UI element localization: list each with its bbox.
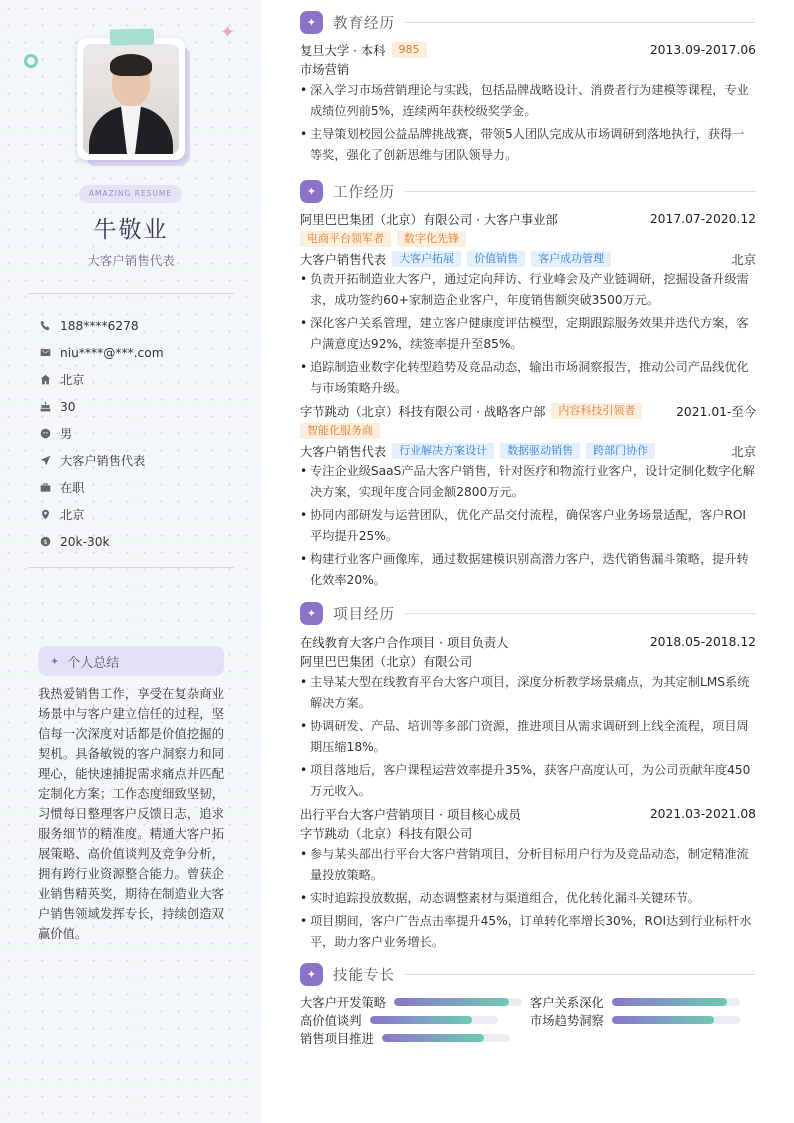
resume-badge: AMAZING RESUME xyxy=(79,185,182,203)
skill-item xyxy=(530,993,756,1011)
bullet-point: • 专注企业级SaaS产品大客户销售，针对医疗和物流行业客户，设计定制化数字化解决方案，实现年度合同金额2800万元。 xyxy=(300,461,756,503)
bullet-point: • 协调研发、产品、培训等多部门资源，推进项目从需求调研到上线全流程，项目周期压缩18%。 xyxy=(300,716,756,758)
education-period: 2013.09-2017.06 xyxy=(649,43,756,57)
job-period: 2021.01-至今 xyxy=(676,405,756,419)
briefcase-icon xyxy=(40,482,60,493)
skill-name: 大客户开发策略 xyxy=(300,996,387,1010)
skill-level-bar xyxy=(370,1016,498,1024)
role-tag: 行业解决方案设计 xyxy=(392,443,494,459)
company-tag: 电商平台领军者 xyxy=(300,231,391,247)
company-tag: 内容科技引领者 xyxy=(551,403,642,419)
bullet-point: • 主导策划校园公益品牌挑战赛，带领5人团队完成从市场调研到落地执行，获得一等奖，强化了创新思维与团队领导力。 xyxy=(300,124,756,166)
contact-info-row xyxy=(40,528,164,555)
contact-info-value: 在职 xyxy=(60,481,85,495)
skill-level-fill xyxy=(612,1016,714,1024)
school-name: 复旦大学 · 本科 xyxy=(300,44,386,58)
job-company: 阿里巴巴集团（北京）有限公司 · 大客户事业部 xyxy=(300,213,558,227)
gender-icon xyxy=(40,428,60,439)
summary-text: 我热爱销售工作，享受在复杂商业场景中与客户建立信任的过程，坚信每一次深度对话都是价值挖掘的契机。具备敏锐的客户洞察力和同理心，能快速捕捉需求痛点并匹配定制化方案；工作态度细致坚韧，习惯每日整理客户反馈日志，追求服务细节的精准度。精通大客户拓展策略、高价值谈判及竞争分析，拥有跨行业资源整合能力。曾获企业销售精英奖，期待在制造业大客户销售领域发挥专长，持续创造双赢价值。 xyxy=(38,687,224,941)
section-work xyxy=(300,179,756,593)
job-period: 2017.07-2020.12 xyxy=(649,212,756,226)
job-role: 大客户销售代表 xyxy=(300,253,387,267)
project-row xyxy=(300,632,756,652)
contact-info-value: 30 xyxy=(60,399,76,414)
project-name: 在线教育大客户合作项目 · 项目负责人 xyxy=(300,636,509,650)
cake-icon xyxy=(40,401,60,412)
contact-info-row xyxy=(40,420,164,447)
job-company-row xyxy=(300,209,756,229)
svg-text:$: $ xyxy=(43,538,48,546)
skill-item xyxy=(300,1011,530,1029)
contact-info-value: 男 xyxy=(60,427,73,441)
send-icon xyxy=(40,455,60,466)
contact-info-row xyxy=(40,339,164,366)
role-tag: 跨部门协作 xyxy=(586,443,655,459)
candidate-name: 牛敬业 xyxy=(93,217,169,243)
project-entry xyxy=(300,804,756,953)
skill-item xyxy=(530,1011,756,1029)
skill-level-bar xyxy=(394,998,522,1006)
section-header xyxy=(300,10,756,34)
bullet-point: • 协同内部研发与运营团队，优化产品交付流程，确保客户业务场景适配，客户ROI平均提升25%。 xyxy=(300,505,756,547)
project-bullets xyxy=(300,844,756,953)
summary-heading-label: 个人总结 xyxy=(67,655,120,671)
role-tag: 大客户拓展 xyxy=(392,251,461,267)
project-entry xyxy=(300,632,756,802)
job-city: 北京 xyxy=(731,253,756,267)
section-header xyxy=(300,179,756,203)
role-tag: 价值销售 xyxy=(467,251,525,267)
bullet-point: • 深入学习市场营销理论与实践，包括品牌战略设计、消费者行为建模等课程，专业成绩位列前5%，连续两年获校级奖学金。 xyxy=(300,80,756,122)
section-skills xyxy=(300,962,756,1047)
education-row xyxy=(300,40,756,60)
company-tags xyxy=(300,229,756,249)
summary-heading xyxy=(38,646,224,676)
candidate-title: 大客户销售代表 xyxy=(87,253,175,268)
bullet-point: • 追踪制造业数字化转型趋势及竞品动态，输出市场洞察报告，推动公司产品线优化与市场策略升级。 xyxy=(300,357,756,399)
sparkle-icon: ✦ xyxy=(220,22,236,43)
contact-info-row xyxy=(40,474,164,501)
skill-level-fill xyxy=(612,998,727,1006)
mail-icon xyxy=(40,347,60,358)
contact-info-row xyxy=(40,312,164,339)
bullet-point: • 负责开拓制造业大客户，通过定向拜访、行业峰会及产业链调研，挖掘设备升级需求，成功签约60+家制造企业客户，年度销售额突破3500万元。 xyxy=(300,269,756,311)
project-bullets xyxy=(300,672,756,802)
role-tag: 客户成功管理 xyxy=(531,251,611,267)
profile-photo xyxy=(83,44,179,154)
skill-name: 客户关系深化 xyxy=(530,996,604,1010)
sparkle-icon: ✦ xyxy=(300,602,323,625)
contact-info-value: 20k-30k xyxy=(60,534,110,549)
sparkle-icon: ✦ xyxy=(300,11,323,34)
section-projects xyxy=(300,601,756,955)
section-title: 教育经历 xyxy=(333,15,395,32)
skills-grid xyxy=(300,993,756,1047)
sparkle-icon: ✦ xyxy=(300,180,323,203)
skill-level-fill xyxy=(370,1016,472,1024)
bullet-point: • 项目期间，客户广告点击率提升45%，订单转化率增长30%，ROI达到行业标杆水平，助力客户业务增长。 xyxy=(300,911,756,953)
profile-photo-frame xyxy=(77,38,185,160)
contact-info-row xyxy=(40,447,164,474)
location-pin-icon xyxy=(40,509,60,520)
section-title: 技能专长 xyxy=(333,967,395,984)
project-company: 字节跳动（北京）科技有限公司 xyxy=(300,827,473,841)
job-city: 北京 xyxy=(731,445,756,459)
bullet-point: • 深化客户关系管理，建立客户健康度评估模型，定期跟踪服务效果并迭代方案，客户满意度达92%，续签率提升至85%。 xyxy=(300,313,756,355)
job-company-row xyxy=(300,401,756,421)
role-tag: 数据驱动销售 xyxy=(500,443,580,459)
contact-info-value: 北京 xyxy=(60,508,85,522)
contact-info-row xyxy=(40,393,164,420)
bullet-point: • 实时追踪投放数据，动态调整素材与渠道组合，优化转化漏斗关键环节。 xyxy=(300,888,756,909)
section-title: 项目经历 xyxy=(333,606,395,623)
decorative-ring xyxy=(24,54,38,68)
job-role: 大客户销售代表 xyxy=(300,445,387,459)
section-education xyxy=(300,10,756,168)
skill-name: 市场趋势洞察 xyxy=(530,1014,604,1028)
job-bullets xyxy=(300,461,756,591)
section-header xyxy=(300,601,756,625)
skill-level-bar xyxy=(382,1034,510,1042)
job-bullets xyxy=(300,269,756,399)
company-tag: 智能化服务商 xyxy=(300,423,380,439)
section-rule xyxy=(405,613,756,614)
contact-info-list xyxy=(40,312,164,555)
job-entry xyxy=(300,401,756,591)
project-period: 2021.03-2021.08 xyxy=(649,807,756,821)
project-row xyxy=(300,804,756,824)
skill-level-fill xyxy=(394,998,509,1006)
job-company: 字节跳动（北京）科技有限公司 · 战略客户部 xyxy=(300,405,546,419)
divider xyxy=(28,567,234,568)
contact-info-row xyxy=(40,366,164,393)
bullet-point: • 构建行业客户画像库，通过数据建模识别高潜力客户，迭代销售漏斗策略，提升转化效率20%。 xyxy=(300,549,756,591)
bullet-point: • 主导某大型在线教育平台大客户项目，深度分析教学场景痛点，为其定制LMS系统解决方案。 xyxy=(300,672,756,714)
skill-name: 销售项目推进 xyxy=(300,1032,374,1046)
contact-info-value: 大客户销售代表 xyxy=(60,454,146,468)
school-tag: 985 xyxy=(392,42,427,58)
sidebar xyxy=(0,0,262,1123)
phone-icon xyxy=(40,320,60,331)
section-rule xyxy=(405,974,756,975)
contact-info-row xyxy=(40,501,164,528)
section-header xyxy=(300,962,756,986)
contact-info-value: 北京 xyxy=(60,373,85,387)
skill-level-bar xyxy=(612,1016,740,1024)
salary-icon xyxy=(40,536,60,547)
section-rule xyxy=(405,22,756,23)
divider xyxy=(28,293,234,294)
company-tag: 数字化先锋 xyxy=(397,231,466,247)
job-role-row xyxy=(300,249,756,269)
project-period: 2018.05-2018.12 xyxy=(649,635,756,649)
bullet-point: • 项目落地后，客户课程运营效率提升35%，获客户高度认可，为公司贡献年度450万元收入。 xyxy=(300,760,756,802)
job-role-row xyxy=(300,441,756,461)
bullet-point: • 参与某头部出行平台大客户营销项目，分析目标用户行为及竞品动态，制定精准流量投放策略。 xyxy=(300,844,756,886)
skill-level-bar xyxy=(612,998,740,1006)
job-entry xyxy=(300,209,756,399)
project-name: 出行平台大客户营销项目 · 项目核心成员 xyxy=(300,808,521,822)
sparkle-icon: ✦ xyxy=(50,654,60,668)
education-bullets xyxy=(300,80,756,166)
project-company: 阿里巴巴集团（北京）有限公司 xyxy=(300,655,473,669)
skill-item xyxy=(300,1029,530,1047)
contact-info-value: 188****6278 xyxy=(60,318,139,333)
section-rule xyxy=(405,191,756,192)
major: 市场营销 xyxy=(300,63,350,77)
sparkle-icon: ✦ xyxy=(300,963,323,986)
skill-name: 高价值谈判 xyxy=(300,1014,362,1028)
skill-level-fill xyxy=(382,1034,484,1042)
photo-tape xyxy=(110,29,154,46)
home-icon xyxy=(40,374,60,385)
contact-info-value: niu****@***.com xyxy=(60,345,164,360)
company-tags xyxy=(300,421,756,441)
skill-item xyxy=(300,993,530,1011)
section-title: 工作经历 xyxy=(333,184,395,201)
